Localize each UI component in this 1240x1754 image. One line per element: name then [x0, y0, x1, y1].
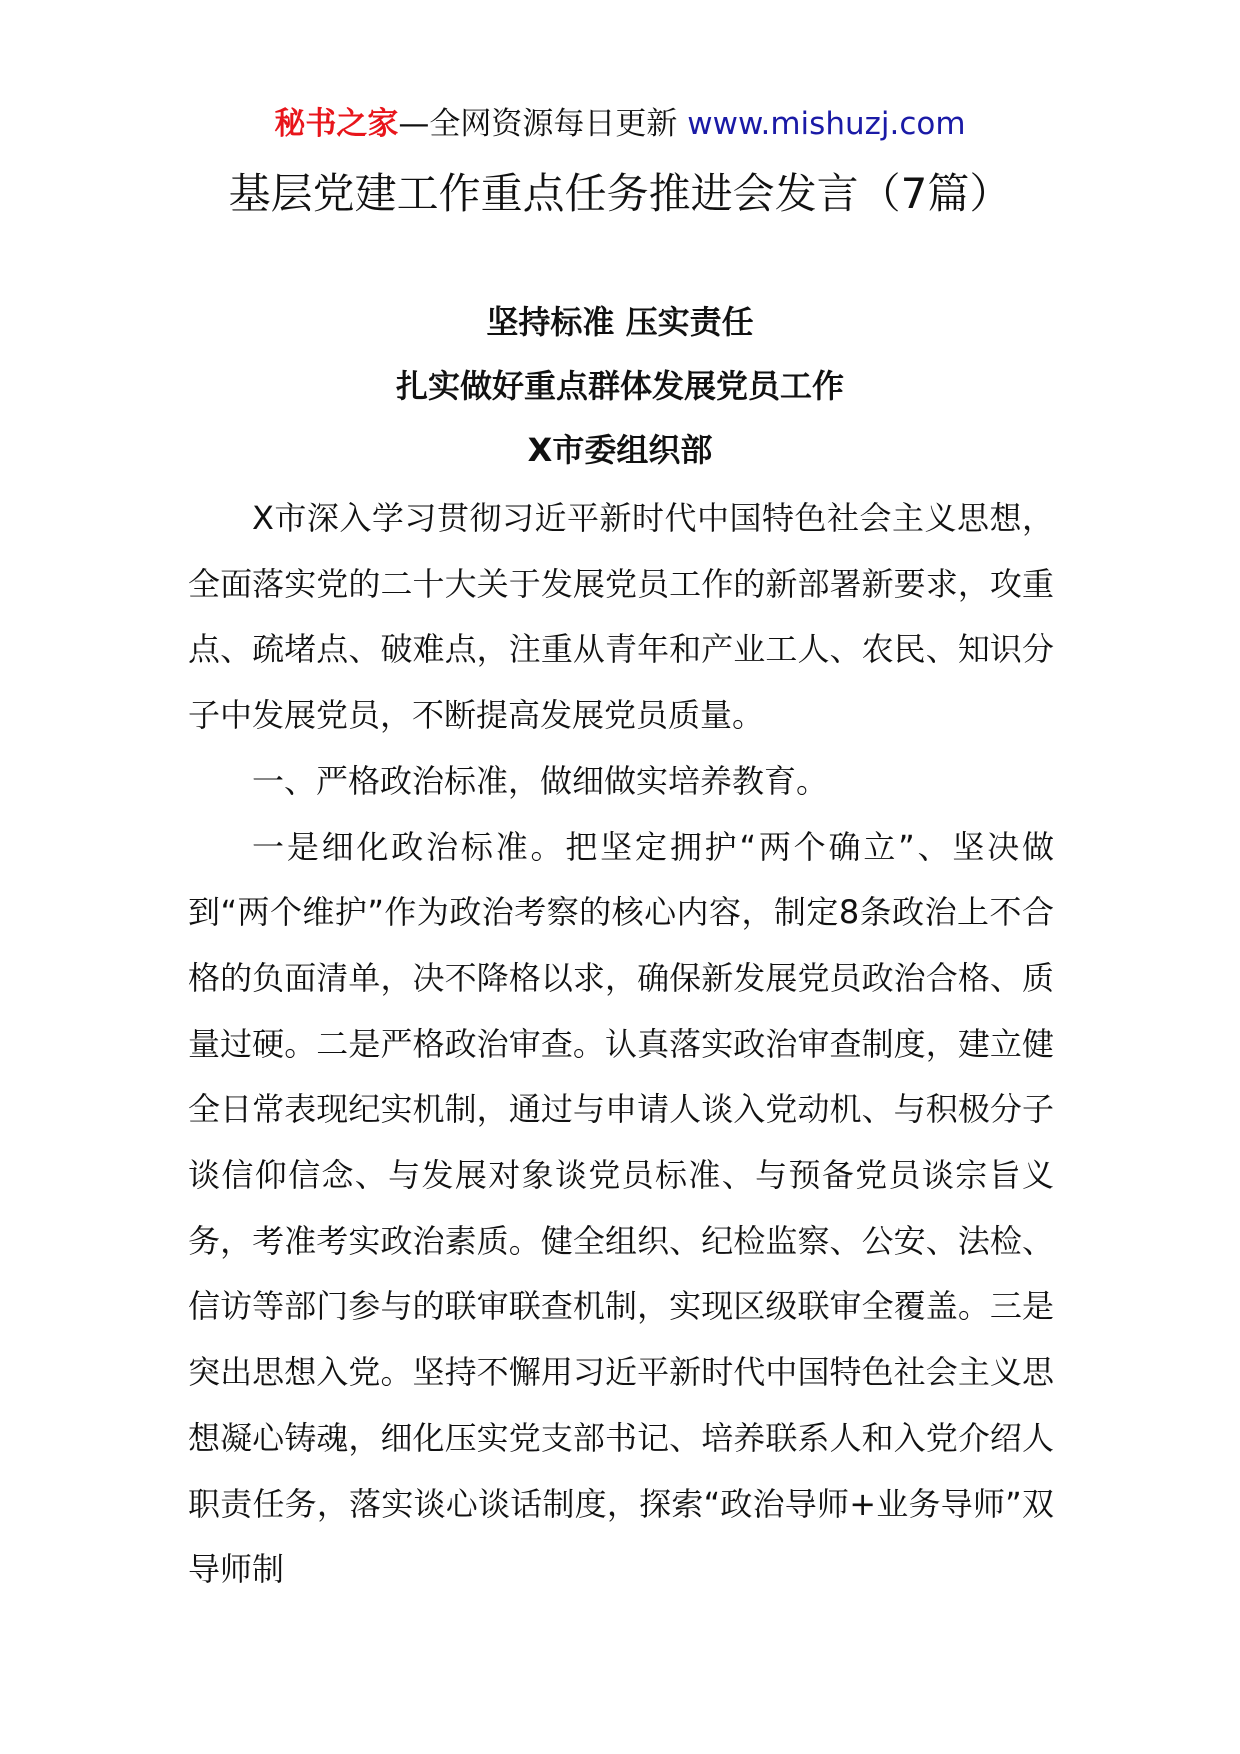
article-headline-2: 扎实做好重点群体发展党员工作 [395, 367, 844, 405]
site-banner [0, 100, 1240, 148]
body-paragraph-section-1: 一是细化政治标准。把坚定拥护“两个确立”、坚决做到“两个维护”作为政治考察的核心内容，制定8条政治上不合格的负面清单，决不降格以求，确保新发展党员政治合格、质量过硬。二是严格政治审查。认真落实政治审查制度，建立健全日常表现纪实机制，通过与申请人谈入党动机、与积极分子谈信仰信念、与发展对象谈党员标准、与预备党员谈宗旨义务，考准考实政治素质。健全组织、纪检监察、公安、法检、信访等部门参与的联审联查机制，实现区级联审全覆盖。三是突出思想入党。坚持不懈用习近平新时代中国特色社会主义思想凝心铸魂，细化压实党支部书记、培养联系人和入党介绍人职责任务，落实谈心谈话制度，探索“政治导师+业务导师”双导师制 [188, 827, 1054, 1589]
article-author: X市委组织部 [527, 431, 713, 469]
banner-tagline: —全网资源每日更新 [398, 106, 688, 142]
article-body [188, 486, 1054, 1603]
document-title: 基层党建工作重点任务推进会发言（7篇） [228, 169, 1012, 218]
banner-url-link[interactable]: www.mishuzj.com [687, 106, 966, 142]
body-paragraph-intro: X市深入学习贯彻习近平新时代中国特色社会主义思想，全面落实党的二十大关于发展党员工作的新部署新要求，攻重点、疏堵点、破难点，注重从青年和产业工人、农民、知识分子中发展党员，不断提高发展党员质量。 [188, 499, 1054, 735]
section-heading-1: 一、严格政治标准，做细做实培养教育。 [252, 761, 829, 800]
article-headline-1: 坚持标准 压实责任 [486, 303, 754, 341]
banner-brand: 秘书之家 [274, 106, 399, 142]
